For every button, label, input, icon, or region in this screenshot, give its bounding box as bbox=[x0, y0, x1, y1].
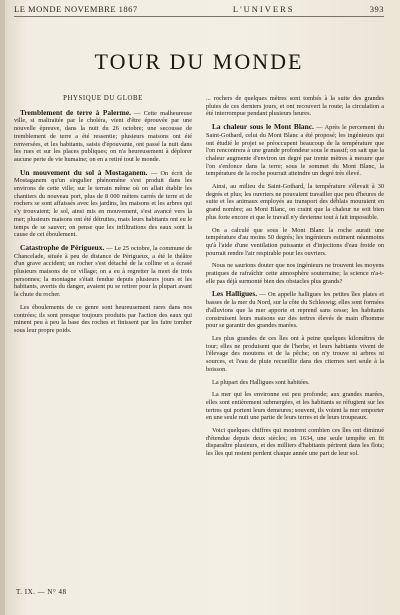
article-paragraph bbox=[206, 123, 384, 178]
article-paragraph bbox=[206, 262, 384, 285]
section-title: PHYSIQUE DU GLOBE bbox=[63, 95, 143, 102]
carryover-paragraph: ... rochers de quelques mètres sont tombés à la suite des grandes pluies de ces derniers jours, et ont recouvert la route; la circulation a été interrompue pendant plusieurs heures. bbox=[206, 95, 384, 118]
article-body: — Cette malheureuse ville, si maltraitée par le choléra, vient d'être éprouvée par une nouvelle épreuve, dans la nuit du 26 octobre; une secousse de tremblement de terre a été ressentie; plusieurs maisons ont été renversées, et les habitants, saisis d'épouvante, ont passé la nuit dans les rues et sur les places publiques; on n'a heureusement à déplorer aucune perte de vie humaine; on en a retiré tout le monde. bbox=[14, 109, 192, 163]
page-number: 393 bbox=[369, 4, 384, 14]
article-paragraph bbox=[206, 379, 384, 387]
right-column bbox=[206, 95, 384, 463]
article-paragraph bbox=[14, 244, 192, 299]
article-body: La mer qui les environne est peu profonde; aux grandes marées, elles sont entièrement submergées, et les habitants se réfugient sur les tertres qui portent leurs demeures; souvent, ils voient la mer emporter en une seule nuit une partie de leurs terres et de leurs troupeaux. bbox=[206, 391, 384, 422]
article-paragraph bbox=[206, 391, 384, 422]
article-paragraph bbox=[206, 335, 384, 374]
article-paragraph bbox=[14, 304, 192, 335]
article-paragraph bbox=[206, 427, 384, 458]
journal-name: LE MONDE bbox=[14, 4, 62, 14]
page-edge bbox=[0, 0, 5, 615]
article-heading: Catastrophe de Périgueux. bbox=[20, 242, 105, 252]
article-body: Ainsi, au milieu du Saint-Gothard, la température s'élevait à 30 degrés et plus; les ouvriers ne pouvaient travailler que peu d'heures de suite et les animaux employés au transport des déblais mouraient en grand nombre; au Mont Blanc, on craint que la chaleur ne soit bien plus forte encore et que le travail n'y devienne tout à fait impossible. bbox=[206, 183, 384, 221]
article-body: — On appelle halligues les petites îles plates et basses de la mer du Nord, sur la côte du Schleswig; elles sont formées d'alluvions que la mer apporte et reprend sans cesse; les habitants construisent leurs maisons sur des tertres élevés de main d'homme pour se garantir des grandes marées. bbox=[206, 291, 384, 330]
article-body: Voici quelques chiffres qui montrent combien ces îles ont diminué d'étendue depuis deux siècles; en 1634, une seule tempête en fit disparaître plusieurs, et des milliers d'habitants périrent dans les flots; les îles qui restent perdent chaque année une part de leur sol. bbox=[206, 427, 384, 458]
article-body: Les plus grandes de ces îles ont à peine quelques kilomètres de tour; elles ne produisent que de l'herbe, et leurs habitants vivent de l'élevage des moutons et de la pêche; on n'y trouve ni arbres ni sources, et l'eau de pluie recueillie dans des citernes sert seule à la boisson. bbox=[206, 334, 384, 373]
article-body: Les éboulements de ce genre sont heureusement rares dans nos contrées; ils sont presque toujours produits par l'action des eaux qui minent peu à peu la base des roches et finissent par les faire tomber sous leur propre poids. bbox=[14, 303, 192, 334]
article-heading: Un mouvement du sol à Mostaganem. bbox=[20, 167, 148, 177]
article-heading: Les Halligues. bbox=[212, 289, 258, 299]
article-body: — Après le percement du Saint-Gothard, celui du Mont Blanc a été proposé; les ingénieurs qui ont étudié le projet se préoccupent beaucoup de la température que l'on rencontrera à une grande profondeur sous le massif; on sait que la chaleur augmente d'environ un degré par trente mètres à mesure que l'on s'enfonce dans la terre; sous le sommet du Mont Blanc, la température de la roche pourrait atteindre un degré très élevé. bbox=[206, 124, 384, 178]
article-paragraph bbox=[206, 183, 384, 222]
running-head bbox=[14, 4, 384, 17]
article-paragraph bbox=[206, 290, 384, 330]
signature-mark: T. IX. — N° 48 bbox=[16, 588, 67, 596]
article-heading: La chaleur sous le Mont Blanc. bbox=[212, 122, 314, 132]
article-paragraph bbox=[14, 109, 192, 164]
running-head-left bbox=[14, 4, 138, 14]
article-body: — On écrit de Mostaganem qu'un singulier phénomène s'est produit dans les environs de cette ville; sur le terrain même où on allait établir les chantiers du nouveau port, plus de 8 000 mètres carrés de terre et de rochers se sont affaissés avec les jardins, les maisons et les arbres qui s'y trouvaient; le sol, ainsi mis en mouvement, s'est avancé vers la mer; plusieurs maisons ont été détruites, mais leurs habitants ont eu le temps de se sauver; on pense que les infiltrations des eaux sont la cause de cet éboulement. bbox=[14, 169, 192, 239]
article-paragraph bbox=[14, 169, 192, 239]
page-title: TOUR DU MONDE bbox=[94, 49, 304, 74]
article-paragraph bbox=[206, 227, 384, 258]
running-head-center: L'UNIVERS bbox=[232, 4, 295, 14]
two-column-body bbox=[14, 95, 384, 463]
article-body: Nous ne saurions douter que nos ingénieurs ne trouvent les moyens pratiques de rafraîchir cette atmosphère souterraine; la science n'a-t-elle pas déjà surmonté bien des obstacles plus grands? bbox=[206, 262, 384, 285]
article-body: La plupart des Halligues sont habitées. bbox=[212, 378, 310, 386]
article-heading: Tremblement de terre à Palerme. bbox=[20, 107, 131, 117]
issue-date: NOVEMBRE 1867 bbox=[64, 4, 138, 14]
left-column bbox=[14, 95, 192, 463]
article-body: — Le 25 octobre, la commune de Chancelade, située à peu de distance de Périgueux, a été le théâtre d'un grave accident; un rocher s'est détaché de la colline et a écrasé plusieurs maisons de ce village; on a eu à regretter la mort de trois personnes; la montagne s'était fendue depuis plusieurs jours et les habitants, avertis du danger, avaient pu se retirer pour la plupart avant la chute du rocher. bbox=[14, 244, 192, 299]
article-body: On a calculé que sous le Mont Blanc la roche aurait une température d'au moins 50 degrés; les ingénieurs estiment néanmoins qu'à l'aide d'une ventilation puissante et d'injections d'eau froide on pourrait rendre l'air respirable pour les ouvriers. bbox=[206, 226, 384, 257]
